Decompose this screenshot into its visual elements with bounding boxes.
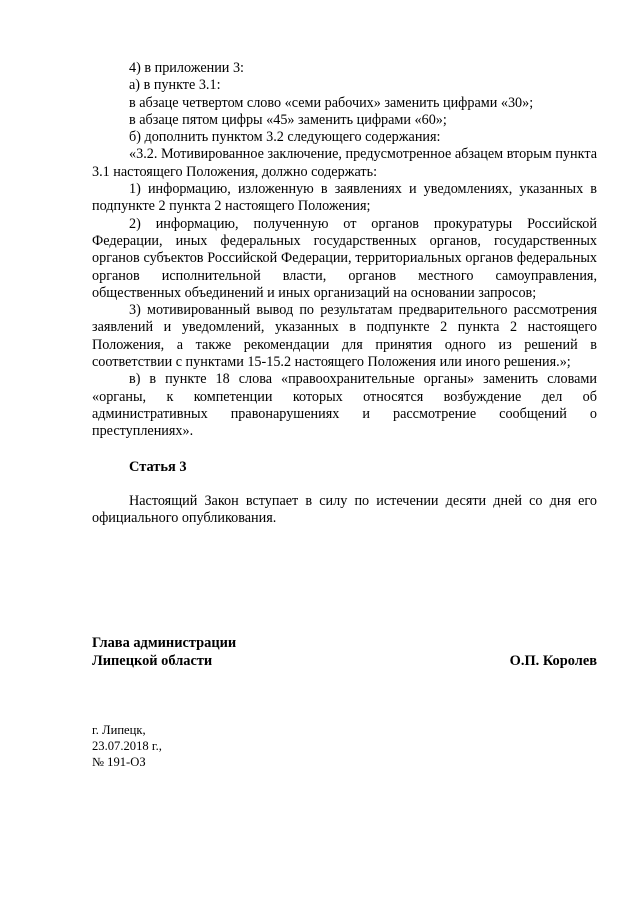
- spacer: [92, 441, 597, 459]
- signature-block: [92, 635, 597, 670]
- paragraph-replace-30: в абзаце четвертом слово «семи рабочих» заменить цифрами «30»;: [129, 94, 534, 111]
- paragraph-point-1: 1) информацию, изложенную в заявлениях и уведомлениях, указанных в подпункте 2 пункта 2 настоящего Положения;: [92, 181, 597, 215]
- paragraph-subitem-a: а) в пункте 3.1:: [129, 77, 221, 94]
- signatory-name: О.П. Королев: [509, 652, 597, 669]
- footer-number: № 191-ОЗ: [92, 755, 146, 770]
- paragraph-subitem-v: в) в пункте 18 слова «правоохранительные органы» заменить словами «органы, к компетенции которых относятся возбуждение дел об административных правонарушениях и рассмотрение сообщений о преступлениях».: [92, 371, 597, 440]
- footer-date: 23.07.2018 г.,: [92, 739, 162, 754]
- document-body: [92, 60, 597, 527]
- paragraph-3-2: «3.2. Мотивированное заключение, предусмотренное абзацем вторым пункта 3.1 настоящего Положения, должно содержать:: [92, 146, 597, 180]
- document-footer: [92, 722, 162, 771]
- paragraph-point-2: 2) информацию, полученную от органов прокуратуры Российской Федерации, иных федеральных государственных органов, государственных органов субъектов Российской Федерации, территориальных органов федеральных органов исполнительной власти, органов местного самоуправления, общественных объединений и иных организаций на основании запросов;: [92, 215, 597, 301]
- article-heading: Статья 3: [129, 458, 187, 475]
- signatory-title-line1: Глава администрации: [92, 635, 237, 651]
- signature-row: [92, 653, 597, 671]
- paragraph-replace-60: в абзаце пятом цифры «45» заменить цифрами «60»;: [129, 111, 447, 128]
- paragraph-subitem-b: б) дополнить пунктом 3.2 следующего содержания:: [129, 129, 441, 146]
- footer-city: г. Липецк,: [92, 723, 146, 737]
- article-text: Настоящий Закон вступает в силу по истечении десяти дней со дня его официального опубликования.: [92, 492, 597, 527]
- paragraph-item-4: 4) в приложении 3:: [129, 60, 244, 76]
- spacer: [92, 476, 597, 493]
- paragraph-point-3: 3) мотивированный вывод по результатам предварительного рассмотрения заявлений и уведомлений, указанных в подпункте 2 пункта 2 настоящего Положения, а также рекомендации для принятия одного из решений в соответствии с пунктами 15-15.2 настоящего Положения или иного решения.»;: [92, 302, 597, 371]
- signatory-title-line2: Липецкой области: [92, 652, 213, 669]
